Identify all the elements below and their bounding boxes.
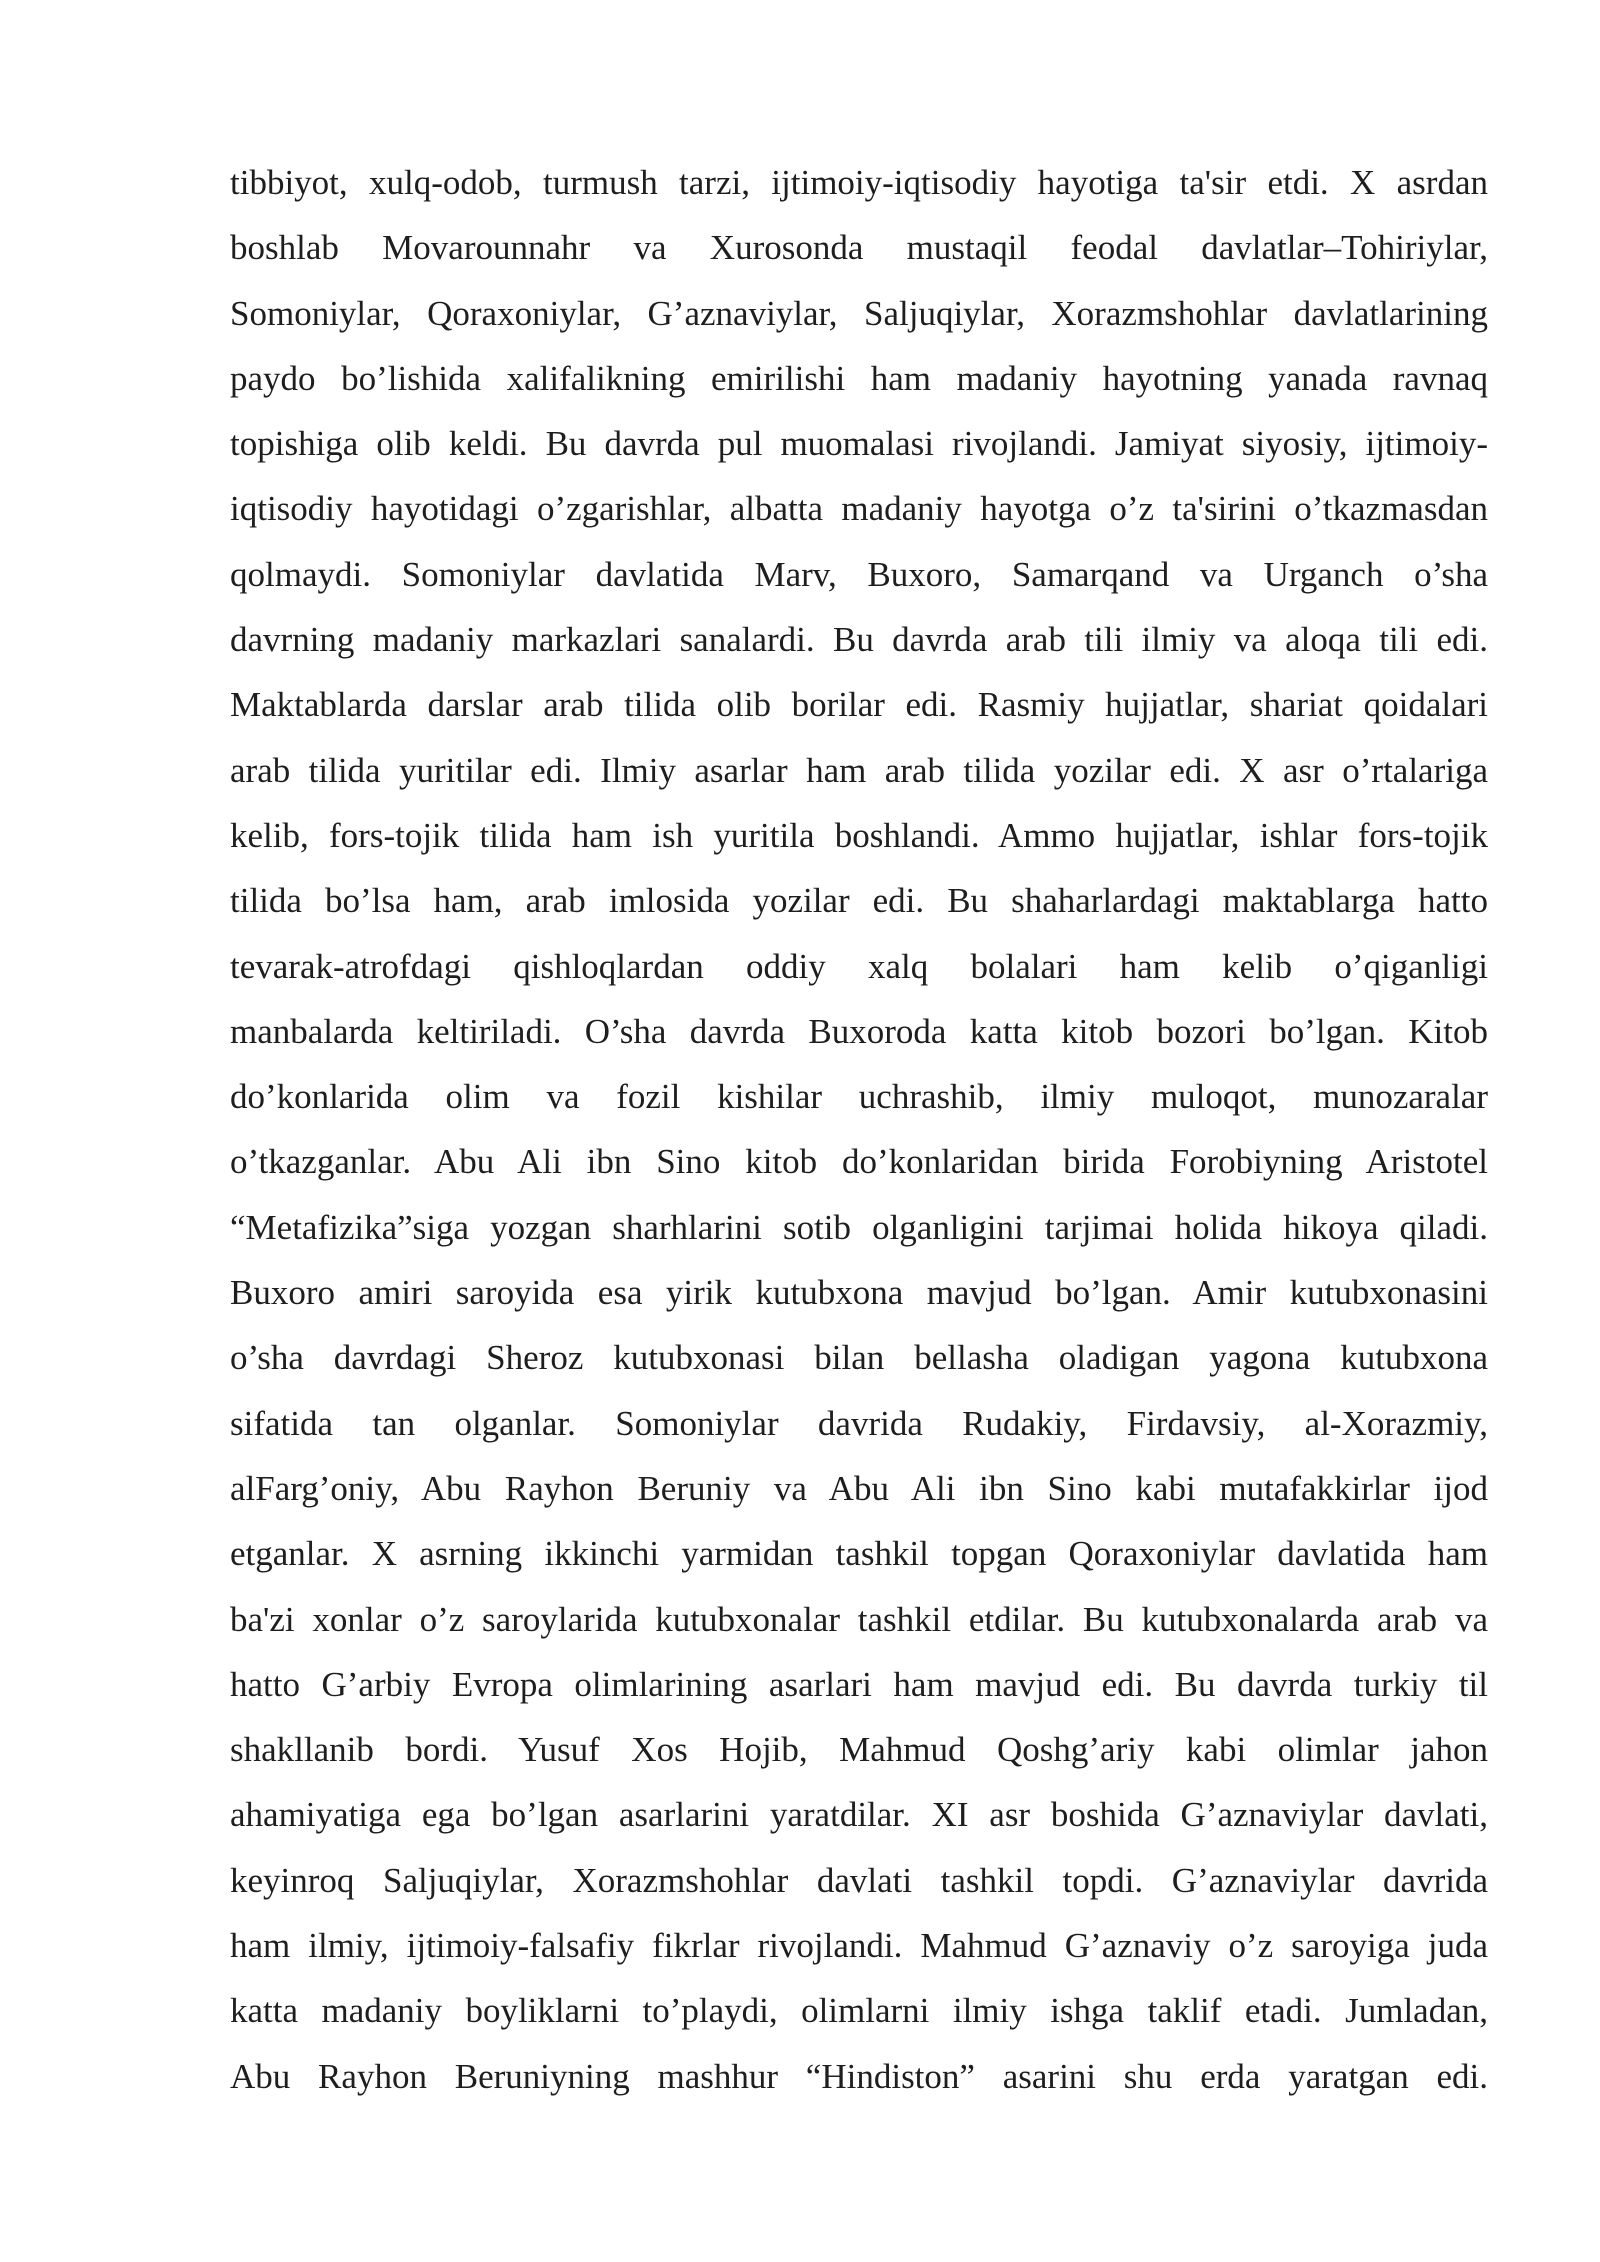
text-line: do’konlarida olim va fozil kishilar uchrashib, ilmiy muloqot, munozaralar	[230, 1077, 1488, 1117]
text-line: katta madaniy boyliklarni to’playdi, olimlarni ilmiy ishga taklif etadi. Jumladan,	[230, 1991, 1488, 2031]
text-line: Somoniylar, Qoraxoniylar, G’aznaviylar, Saljuqiylar, Xorazmshohlar davlatlarining	[230, 293, 1488, 333]
text-line: ham ilmiy, ijtimoiy-falsafiy fikrlar rivojlandi. Mahmud G’aznaviy o’z saroyiga juda	[230, 1926, 1488, 1966]
text-line: tibbiyot, xulq-odob, turmush tarzi, ijtimoiy-iqtisodiy hayotiga ta'sir etdi. X asrdan	[230, 163, 1488, 202]
text-line: ahamiyatiga ega bo’lgan asarlarini yaratdilar. XI asr boshida G’aznaviylar davlati,	[230, 1795, 1488, 1835]
text-line: sifatida tan olganlar. Somoniylar davrida Rudakiy, Firdavsiy, al-Xorazmiy,	[230, 1403, 1488, 1443]
text-line: kelib, fors-tojik tilida ham ish yuritila boshlandi. Ammo hujjatlar, ishlar fors-tojik	[230, 815, 1488, 855]
text-line: Abu Rayhon Beruniyning mashhur “Hindiston” asarini shu erda yaratgan edi.	[230, 2056, 1488, 2096]
text-line: “Metafizika”siga yozgan sharhlarini sotib olganligini tarjimai holida hikoya qiladi.	[230, 1207, 1488, 1247]
text-line: davrning madaniy markazlari sanalardi. Bu davrda arab tili ilmiy va aloqa tili edi.	[230, 620, 1488, 660]
text-line: o’sha davrdagi Sheroz kutubxonasi bilan bellasha oladigan yagona kutubxona	[230, 1338, 1488, 1378]
body-paragraph	[230, 150, 1488, 2109]
text-line: hatto G’arbiy Evropa olimlarining asarlari ham mavjud edi. Bu davrda turkiy til	[230, 1664, 1488, 1704]
text-line: paydo bo’lishida xalifalikning emirilishi ham madaniy hayotning yanada ravnaq	[230, 358, 1488, 398]
text-line: boshlab Movarounnahr va Xurosonda mustaqil feodal davlatlar–Tohiriylar,	[230, 228, 1488, 268]
text-line: manbalarda keltiriladi. O’sha davrda Buxoroda katta kitob bozori bo’lgan. Kitob	[230, 1011, 1488, 1051]
text-line: ba'zi xonlar o’z saroylarida kutubxonalar tashkil etdilar. Bu kutubxonalarda arab va	[230, 1599, 1488, 1639]
text-line: arab tilida yuritilar edi. Ilmiy asarlar ham arab tilida yozilar edi. X asr o’rtalariga	[230, 750, 1488, 790]
text-line: iqtisodiy hayotidagi o’zgarishlar, albatta madaniy hayotga o’z ta'sirini o’tkazmasdan	[230, 489, 1488, 529]
text-line: shakllanib bordi. Yusuf Xos Hojib, Mahmud Qoshg’ariy kabi olimlar jahon	[230, 1730, 1488, 1770]
text-line: etganlar. X asrning ikkinchi yarmidan tashkil topgan Qoraxoniylar davlatida ham	[230, 1534, 1488, 1574]
text-line: keyinroq Saljuqiylar, Xorazmshohlar davlati tashkil topdi. G’aznaviylar davrida	[230, 1860, 1488, 1900]
text-line: tevarak-atrofdagi qishloqlardan oddiy xalq bolalari ham kelib o’qiganligi	[230, 946, 1488, 986]
text-line: Maktablarda darslar arab tilida olib borilar edi. Rasmiy hujjatlar, shariat qoidalari	[230, 685, 1488, 725]
text-line: Buxoro amiri saroyida esa yirik kutubxona mavjud bo’lgan. Amir kutubxonasini	[230, 1273, 1488, 1313]
text-line: alFarg’oniy, Abu Rayhon Beruniy va Abu Ali ibn Sino kabi mutafakkirlar ijod	[230, 1468, 1488, 1508]
text-line: qolmaydi. Somoniylar davlatida Marv, Buxoro, Samarqand va Urganch o’sha	[230, 554, 1488, 594]
text-line: tilida bo’lsa ham, arab imlosida yozilar edi. Bu shaharlardagi maktablarga hatto	[230, 881, 1488, 921]
text-line: o’tkazganlar. Abu Ali ibn Sino kitob do’konlaridan birida Forobiyning Aristotel	[230, 1142, 1488, 1182]
text-line: topishiga olib keldi. Bu davrda pul muomalasi rivojlandi. Jamiyat siyosiy, ijtimoiy-	[230, 424, 1488, 464]
